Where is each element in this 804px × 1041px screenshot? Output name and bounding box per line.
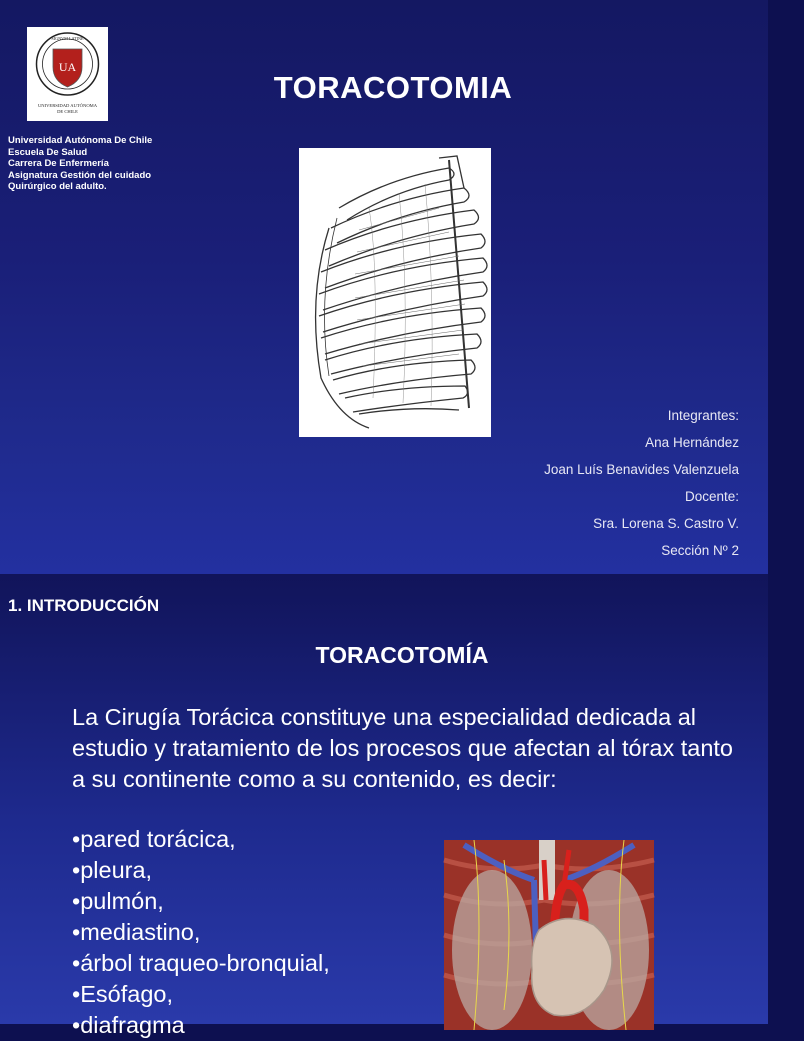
credits-line: Ana Hernández <box>645 435 739 450</box>
thorax-anatomy-image <box>444 840 654 1030</box>
list-item: •árbol traqueo-bronquial, <box>72 950 330 976</box>
university-info <box>8 135 208 193</box>
university-info-line: Escuela De Salud <box>8 146 88 158</box>
list-item: •pleura, <box>72 857 153 883</box>
list-item: •diafragma <box>72 1012 185 1038</box>
logo-caption-line2: DE CHILE <box>57 109 78 114</box>
list-item: •Esófago, <box>72 981 173 1007</box>
credits-line: Sección Nº 2 <box>661 543 739 558</box>
list-item: •pared torácica, <box>72 826 236 852</box>
university-info-line: Quirúrgico del adulto. <box>8 181 107 192</box>
university-info-line: Carrera De Enfermería <box>8 158 109 169</box>
credits-line: Sra. Lorena S. Castro V. <box>593 516 739 531</box>
logo-top-text: SIGNVM LATINE <box>51 36 84 41</box>
credits-block <box>544 406 739 568</box>
slide-introduction <box>0 574 768 1038</box>
list-item: •pulmón, <box>72 888 164 914</box>
credits-line: Joan Luís Benavides Valenzuela <box>544 462 739 477</box>
university-info-line: Asignatura Gestión del cuidado <box>8 169 152 181</box>
university-info-line: Universidad Autónoma De Chile <box>8 135 153 146</box>
logo-caption-line1: UNIVERSIDAD AUTÓNOMA <box>37 103 98 108</box>
slide-title-heading: TORACOTOMIA <box>273 70 513 105</box>
ribcage-illustration <box>299 148 491 437</box>
logo-initials: UA <box>58 60 77 74</box>
section-heading: 1. INTRODUCCIÓN <box>8 596 160 615</box>
credits-line: Integrantes: <box>667 408 739 423</box>
intro-paragraph: La Cirugía Torácica constituye una especialidad dedicada al estudio y tratamiento de los procesos que afectan al tórax tanto a su continente como a su contenido, es decir: <box>72 704 734 792</box>
credits-line: Docente: <box>684 489 739 504</box>
bullet-list <box>72 824 330 1041</box>
list-item: •mediastino, <box>72 919 201 945</box>
slide-intro-title: TORACOTOMÍA <box>315 642 489 668</box>
